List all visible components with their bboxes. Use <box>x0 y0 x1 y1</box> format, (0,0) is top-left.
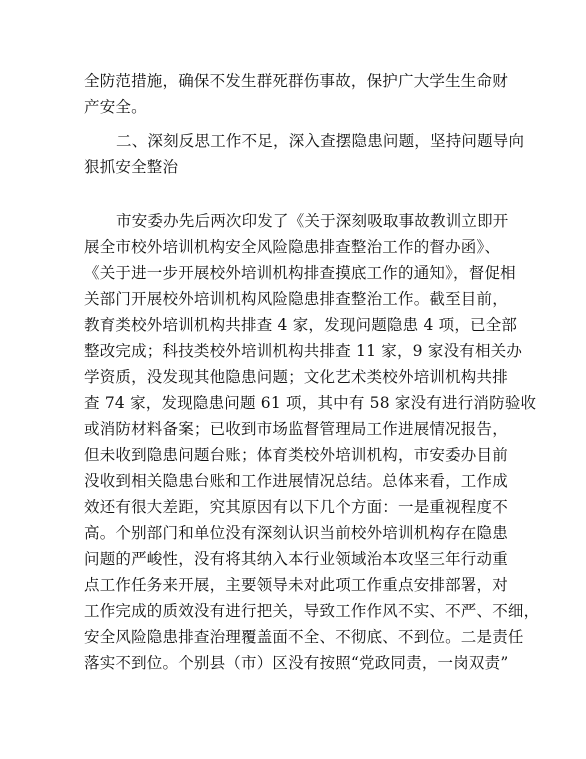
heading-line: 狠抓安全整治 <box>84 158 179 176</box>
text-line: 整改完成；科技类校外培训机构共排查 11 家，9 家没有相关办 <box>84 342 523 360</box>
body-paragraph <box>84 208 540 676</box>
paragraph-continuation <box>84 68 508 120</box>
text-line: 查 74 家，发现隐患问题 61 项，其中有 58 家没有进行消防验收 <box>84 394 537 412</box>
text-line: 关部门开展校外培训机构风险隐患排查整治工作。截至目前， <box>84 290 508 308</box>
text-line: 高。个别部门和单位没有深刻认识当前校外培训机构存在隐患 <box>84 524 508 542</box>
text-line: 教育类校外培训机构共排查 4 家，发现问题隐患 4 项，已全部 <box>84 316 518 334</box>
text-line: 展全市校外培训机构安全风险隐患排查整治工作的督办函》、 <box>84 238 501 256</box>
text-line: 学资质，没发现其他隐患问题；文化艺术类校外培训机构共排 <box>84 368 508 386</box>
text-line: 市安委办先后两次印发了《关于深刻吸取事故教训立即开 <box>116 212 509 230</box>
text-line: 点工作任务来开展，主要领导未对此项工作重点安排部署，对 <box>84 576 508 594</box>
section-heading <box>84 128 525 180</box>
text-line: 或消防材料备案；已收到市场监督管理局工作进展情况报告， <box>84 420 508 438</box>
text-line: 问题的严峻性，没有将其纳入本行业领域治本攻坚三年行动重 <box>84 550 508 568</box>
text-line: 效还有很大差距，究其原因有以下几个方面：一是重视程度不 <box>84 498 508 516</box>
text-line: 产安全。 <box>84 98 147 116</box>
heading-line: 二、深刻反思工作不足，深入查摆隐患问题，坚持问题导向 <box>116 132 525 150</box>
text-line: 《关于进一步开展校外培训机构排查摸底工作的通知》，督促相 <box>84 264 516 282</box>
text-line: 工作完成的质效没有进行把关，导致工作作风不实、不严、不细， <box>84 602 540 620</box>
text-line: 落实不到位。个别县（市）区没有按照“党政同责，一岗双责” <box>84 654 509 672</box>
text-line: 全防范措施，确保不发生群死群伤事故，保护广大学生生命财 <box>84 72 508 90</box>
text-line: 但未收到隐患问题台账；体育类校外培训机构，市安委办目前 <box>84 446 508 464</box>
text-line: 没收到相关隐患台账和工作进展情况总结。总体来看，工作成 <box>84 472 508 490</box>
text-line: 安全风险隐患排查治理覆盖面不全、不彻底、不到位。二是责任 <box>84 628 524 646</box>
